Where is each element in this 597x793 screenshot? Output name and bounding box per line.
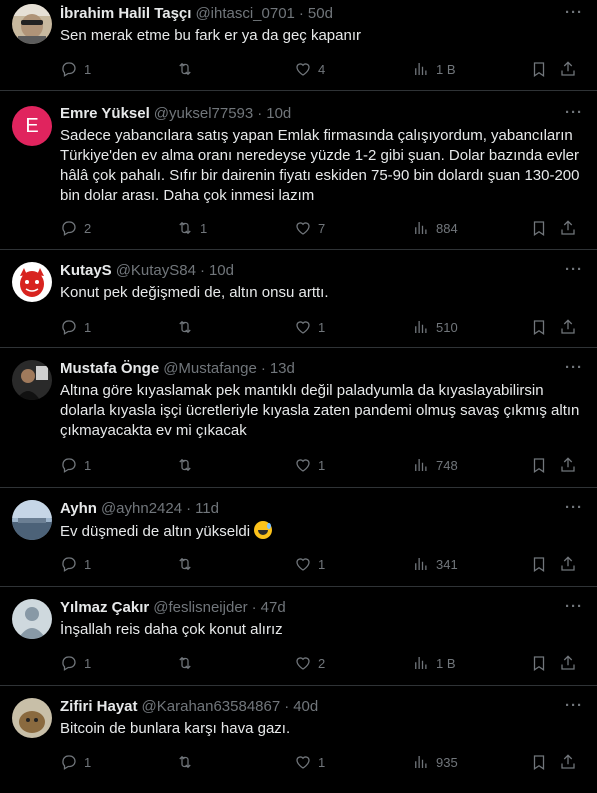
grinning-sweat-emoji-icon (254, 521, 272, 539)
retweet-button[interactable] (176, 219, 207, 237)
tweet-text: Altına göre kıyaslamak pek mantıklı değil paladyumla da kıyaslayabilirsin dolarla kıyasla işçi ücretleriyle kıyasla zaten pandemi olmuş savaş çıkmış altın çıkmayacakta ev mi çıkacak (60, 382, 580, 439)
share-icon (559, 219, 577, 237)
share-icon (559, 456, 577, 474)
tweet-header (60, 0, 583, 24)
like-icon (294, 318, 312, 336)
views-icon (412, 318, 430, 336)
reply-button[interactable] (60, 555, 91, 573)
retweet-icon (176, 753, 194, 771)
share-button[interactable] (559, 60, 577, 78)
tweet-actions (60, 554, 585, 574)
timestamp[interactable]: 50d (307, 5, 333, 22)
avatar[interactable] (12, 360, 52, 400)
like-count: 1 (318, 754, 326, 770)
tweet-actions (60, 752, 585, 772)
display-name[interactable]: İbrahim Halil Taşçı (60, 5, 192, 22)
bookmark-button[interactable] (530, 219, 548, 237)
views-count: 1 B (436, 655, 456, 671)
views-count: 510 (436, 319, 458, 335)
timestamp[interactable]: 47d (260, 599, 286, 616)
views-button[interactable] (412, 318, 458, 336)
share-icon (559, 555, 577, 573)
bookmark-button[interactable] (530, 753, 548, 771)
timestamp[interactable]: 40d (293, 698, 319, 715)
like-button[interactable] (294, 753, 325, 771)
tweet[interactable] (0, 686, 597, 793)
bookmark-button[interactable] (530, 60, 548, 78)
tweet-text-container (60, 521, 583, 542)
views-button[interactable] (412, 753, 458, 771)
share-button[interactable] (559, 753, 577, 771)
retweet-icon (176, 555, 194, 573)
like-button[interactable] (294, 60, 325, 78)
retweet-icon (176, 318, 194, 336)
timestamp[interactable]: 13d (269, 360, 295, 377)
more-icon[interactable]: ··· (565, 499, 583, 516)
tweet[interactable] (0, 250, 597, 348)
retweet-button[interactable] (176, 456, 200, 474)
retweet-icon (176, 456, 194, 474)
like-count: 1 (318, 457, 326, 473)
avatar[interactable] (12, 262, 52, 302)
views-count: 884 (436, 220, 458, 236)
views-icon (412, 60, 430, 78)
retweet-icon (176, 654, 194, 672)
retweet-button[interactable] (176, 318, 200, 336)
retweet-button[interactable] (176, 555, 200, 573)
reply-button[interactable] (60, 318, 91, 336)
user-handle[interactable]: @Karahan63584867 (141, 698, 281, 715)
avatar[interactable] (12, 698, 52, 738)
retweet-icon (176, 60, 194, 78)
tweet-actions (60, 218, 585, 238)
timestamp[interactable]: 10d (208, 262, 234, 279)
share-icon (559, 60, 577, 78)
tweet-text: Sadece yabancılara satış yapan Emlak firmasında çalışıyordum, yabancıların Türkiye'den ev alma oranı neredeyse yüzde 1-2 gibi şuan. Dolar bazında evler hâlâ çok pahalı. Sıfır bir dairenin fiyatı eskiden 75-90 bin dolardı şuan 130-200 bin dolar arası. Daha çok inmesi lazım (60, 127, 580, 204)
views-button[interactable] (412, 456, 458, 474)
bookmark-button[interactable] (530, 555, 548, 573)
share-icon (559, 318, 577, 336)
more-icon[interactable]: ··· (565, 104, 583, 121)
bookmark-icon (530, 60, 548, 78)
like-button[interactable] (294, 654, 325, 672)
bookmark-icon (530, 555, 548, 573)
more-icon[interactable]: ··· (565, 598, 583, 615)
display-name[interactable]: Ayhn (60, 500, 97, 517)
tweet[interactable] (0, 488, 597, 587)
bookmark-button[interactable] (530, 456, 548, 474)
timestamp[interactable]: 10d (266, 105, 292, 122)
display-name[interactable]: Yılmaz Çakır (60, 599, 150, 616)
like-button[interactable] (294, 318, 325, 336)
reply-icon (60, 555, 78, 573)
tweet-text: Sen merak etme bu fark er ya da geç kapanır (60, 27, 361, 44)
timestamp[interactable]: 11d (195, 500, 219, 517)
share-button[interactable] (559, 555, 577, 573)
views-count: 1 B (436, 61, 456, 77)
user-handle[interactable]: @Mustafange (163, 360, 257, 377)
views-icon (412, 654, 430, 672)
share-button[interactable] (559, 456, 577, 474)
user-handle[interactable]: @KutayS84 (115, 262, 196, 279)
separator: · (284, 698, 290, 715)
display-name[interactable]: KutayS (60, 262, 112, 279)
bookmark-icon (530, 219, 548, 237)
tweet-text: İnşallah reis daha çok konut alırız (60, 621, 283, 638)
retweet-icon (176, 219, 194, 237)
like-count: 2 (318, 655, 326, 671)
reply-icon (60, 456, 78, 474)
views-icon (412, 456, 430, 474)
like-count: 7 (318, 220, 326, 236)
tweet[interactable] (0, 348, 597, 488)
tweet-actions (60, 455, 585, 475)
like-icon (294, 456, 312, 474)
tweet-actions (60, 317, 585, 337)
views-count: 935 (436, 754, 458, 770)
tweet-header (60, 686, 583, 717)
views-icon (412, 753, 430, 771)
avatar[interactable] (12, 599, 52, 639)
retweet-button[interactable] (176, 654, 200, 672)
like-icon (294, 555, 312, 573)
tweet-header (60, 488, 583, 519)
reply-count: 1 (84, 319, 92, 335)
views-count: 748 (436, 457, 458, 473)
like-button[interactable] (294, 555, 325, 573)
tweet-text: Konut pek değişmedi de, altın onsu arttı. (60, 284, 329, 301)
tweet-text: Ev düşmedi de altın yükseldi (60, 523, 251, 540)
reply-button[interactable] (60, 60, 91, 78)
views-button[interactable] (412, 60, 456, 78)
views-icon (412, 219, 430, 237)
separator: · (260, 360, 266, 377)
like-count: 1 (318, 319, 326, 335)
reply-icon (60, 60, 78, 78)
reply-icon (60, 318, 78, 336)
share-button[interactable] (559, 219, 577, 237)
reply-button[interactable] (60, 219, 91, 237)
user-handle[interactable]: @feslisneijder (153, 599, 248, 616)
reply-icon (60, 753, 78, 771)
avatar[interactable] (12, 500, 52, 540)
like-icon (294, 219, 312, 237)
separator: · (199, 262, 205, 279)
tweet-actions (60, 653, 585, 673)
tweet[interactable] (0, 587, 597, 686)
user-handle[interactable]: @ihtasci_0701 (195, 5, 295, 22)
reply-button[interactable] (60, 456, 91, 474)
separator: · (186, 500, 192, 517)
user-handle[interactable]: @ayhn2424 (100, 500, 183, 517)
like-button[interactable] (294, 456, 325, 474)
views-button[interactable] (412, 219, 458, 237)
tweet-header (60, 250, 583, 281)
share-button[interactable] (559, 654, 577, 672)
tweet[interactable] (0, 91, 597, 250)
views-button[interactable] (412, 654, 456, 672)
display-name[interactable]: Emre Yüksel (60, 105, 150, 122)
retweet-button[interactable] (176, 60, 200, 78)
bookmark-button[interactable] (530, 318, 548, 336)
like-icon (294, 60, 312, 78)
avatar[interactable] (12, 4, 52, 44)
separator: · (257, 105, 263, 122)
user-handle[interactable]: @yuksel77593 (153, 105, 254, 122)
share-icon (559, 654, 577, 672)
bookmark-icon (530, 456, 548, 474)
reply-count: 1 (84, 556, 92, 572)
avatar[interactable] (12, 106, 52, 146)
display-name[interactable]: Mustafa Önge (60, 360, 160, 377)
reply-icon (60, 219, 78, 237)
more-icon[interactable]: ··· (565, 697, 583, 714)
reply-count: 2 (84, 220, 92, 236)
retweet-button[interactable] (176, 753, 200, 771)
tweet-header (60, 91, 583, 124)
tweet-text: Bitcoin de bunlara karşı hava gazı. (60, 720, 291, 737)
reply-button[interactable] (60, 753, 91, 771)
reply-count: 1 (84, 61, 92, 77)
display-name[interactable]: Zifiri Hayat (60, 698, 138, 715)
bookmark-icon (530, 318, 548, 336)
like-count: 1 (318, 556, 326, 572)
bookmark-icon (530, 654, 548, 672)
tweet[interactable] (0, 0, 597, 91)
reply-button[interactable] (60, 654, 91, 672)
views-button[interactable] (412, 555, 458, 573)
bookmark-button[interactable] (530, 654, 548, 672)
more-icon[interactable]: ··· (565, 359, 583, 376)
share-button[interactable] (559, 318, 577, 336)
separator: · (298, 5, 304, 22)
like-icon (294, 753, 312, 771)
views-icon (412, 555, 430, 573)
reply-icon (60, 654, 78, 672)
bookmark-icon (530, 753, 548, 771)
reply-count: 1 (84, 754, 92, 770)
like-icon (294, 654, 312, 672)
views-count: 341 (436, 556, 458, 572)
more-icon[interactable]: ··· (565, 4, 583, 21)
reply-count: 1 (84, 457, 92, 473)
tweet-header (60, 348, 583, 379)
share-icon (559, 753, 577, 771)
like-button[interactable] (294, 219, 325, 237)
like-count: 4 (318, 61, 326, 77)
tweet-actions (60, 59, 585, 79)
reply-count: 1 (84, 655, 92, 671)
tweet-header (60, 587, 583, 618)
separator: · (251, 599, 257, 616)
retweet-count: 1 (200, 220, 208, 236)
more-icon[interactable]: ··· (565, 261, 583, 278)
avatar-letter: E (25, 114, 39, 137)
